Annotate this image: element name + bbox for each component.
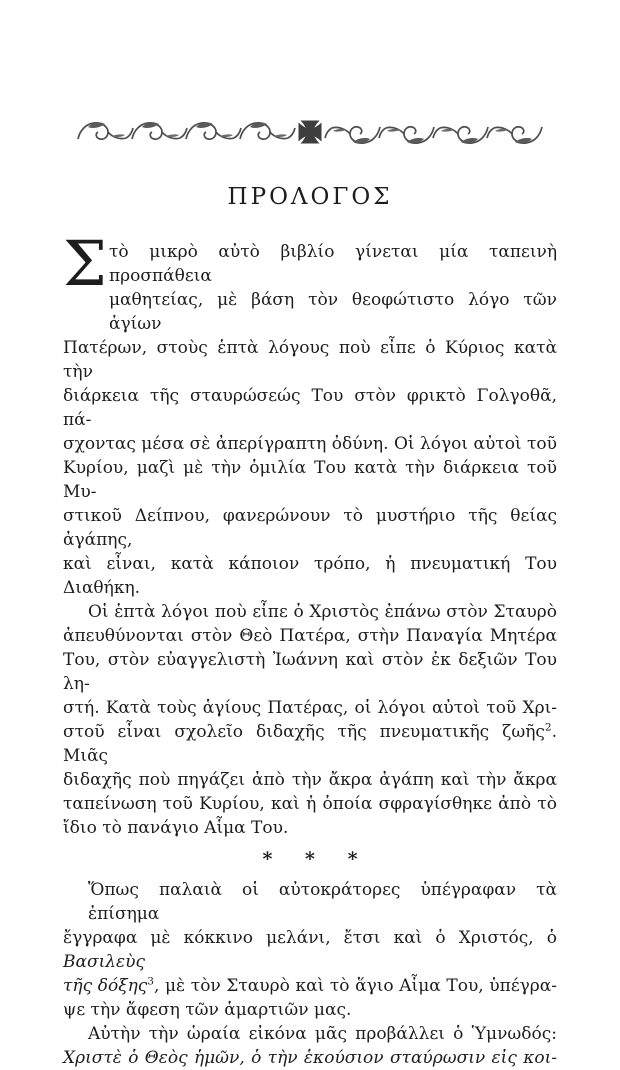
text-segment: διάρκεια τῆς σταυρώσεώς Του στὸν φρικτὸ Γολγοθᾶ, πά- [63, 386, 557, 430]
vine-scroll-right [325, 127, 542, 144]
section-divider: * * * [262, 848, 371, 870]
dropcap: Σ [63, 227, 107, 300]
text-line [63, 1022, 557, 1046]
paragraph [63, 878, 557, 1022]
text-segment: ἀπευθύνονται στὸν Θεὸ Πατέρα, στὴν Παναγία Μητέρα [63, 626, 557, 646]
text-segment: Αὐτὴν τὴν ὡραία εἰκόνα μᾶς προβάλλει ὁ Ὑμνωδός: [88, 1024, 557, 1044]
text-segment: Οἱ ἑπτὰ λόγοι ποὺ εἶπε ὁ Χριστὸς ἐπάνω στὸν Σταυρὸ [88, 602, 557, 622]
text-segment: ἴδιο τὸ πανάγιο Αἷμα Του. [63, 818, 289, 838]
text-line [63, 336, 557, 384]
text-line [63, 696, 557, 720]
text-line [63, 456, 557, 504]
text-line [63, 926, 557, 974]
text-segment: Κυρίου, μαζὶ μὲ τὴν ὁμιλία Του κατὰ τὴν διάρκεια τοῦ Μυ- [63, 458, 557, 502]
text-line [63, 288, 557, 336]
text-segment: ταπείνωση τοῦ Κυρίου, καὶ ἡ ὁποία σφραγίσθηκε ἀπὸ τὸ [63, 794, 557, 814]
text-segment: σχοντας μέσα σὲ ἀπερίγραπτη ὀδύνη. Οἱ λόγοι αὐτοὶ τοῦ [63, 434, 557, 454]
text-segment: καὶ εἶναι, κατὰ κάποιον τρόπο, ἡ πνευματική Του Διαθήκη. [63, 554, 557, 598]
paragraph [63, 600, 557, 840]
footnote-ref: 3 [147, 975, 154, 988]
text-line [63, 432, 557, 456]
text-segment: ἔγγραφα μὲ κόκκινο μελάνι, ἔτσι καὶ ὁ Χριστός, ὁ [63, 928, 557, 948]
vine-scroll-left [78, 122, 295, 139]
text-line [63, 768, 557, 792]
text-segment: , μὲ τὸν Σταυρὸ καὶ τὸ ἅγιο Αἷμα Του, ὑπέγρα- [153, 976, 558, 996]
text-segment: Του, στὸν εὐαγγελιστὴ Ἰωάννη καὶ στὸν ἐκ δεξιῶν Του λη- [63, 650, 557, 694]
body-text [63, 227, 558, 1070]
text-segment: στοῦ εἶναι σχολεῖο διδαχῆς τῆς πνευματικῆς ζωῆς [63, 722, 545, 742]
text-line [63, 998, 557, 1022]
cross-icon [299, 121, 322, 144]
text-segment: Χριστὲ ὁ Θεὸς ἡμῶν, ὁ τὴν ἑκούσιον σταύρωσιν εἰς κοι- [63, 1048, 557, 1068]
text-line [63, 552, 557, 600]
text-segment: . Μιᾶς [63, 722, 557, 766]
text-segment: Ὅπως παλαιὰ οἱ αὐτοκράτορες ὑπέγραφαν τὰ ἐπίσημα [88, 880, 557, 924]
ornament-graphic [78, 119, 542, 147]
text-segment: διδαχῆς ποὺ πηγάζει ἀπὸ τὴν ἄκρα ἀγάπη καὶ τὴν ἄκρα [63, 770, 557, 790]
text-line [63, 600, 557, 624]
ornament-band [78, 119, 542, 147]
text-line [63, 720, 557, 768]
text-segment: Βασιλεὺς [63, 952, 145, 972]
paragraph [63, 227, 557, 600]
text-line [63, 974, 557, 998]
text-line [63, 878, 557, 926]
text-line [63, 1046, 557, 1070]
text-segment: ψε τὴν ἄφεση τῶν ἁμαρτιῶν μας. [63, 1000, 352, 1020]
paragraph [63, 1022, 557, 1070]
text-segment: Πατέρων, στοὺς ἑπτὰ λόγους ποὺ εἶπε ὁ Κύριος κατὰ τὴν [63, 338, 557, 382]
text-segment: μαθητείας, μὲ βάση τὸν θεοφώτιστο λόγο τῶν ἁγίων [109, 290, 557, 334]
text-line [63, 227, 557, 300]
text-segment: στικοῦ Δείπνου, φανερώνουν τὸ μυστήριο τῆς θείας ἀγάπης, [63, 506, 557, 550]
footnote-ref: 2 [544, 721, 552, 734]
text-line [63, 504, 557, 552]
text-line [63, 648, 557, 696]
text-line [63, 792, 557, 816]
text-segment: τῆς δόξης [63, 976, 148, 996]
text-line [63, 816, 557, 840]
text-segment: τὸ μικρὸ αὐτὸ βιβλίο γίνεται μία ταπεινὴ προσπάθεια [109, 242, 557, 286]
text-line [63, 624, 557, 648]
page-title: ΠΡΟΛΟΓΟΣ [227, 184, 393, 210]
text-segment: στή. Κατὰ τοὺς ἁγίους Πατέρας, οἱ λόγοι αὐτοὶ τοῦ Χρι- [63, 698, 557, 718]
text-line [63, 384, 557, 432]
